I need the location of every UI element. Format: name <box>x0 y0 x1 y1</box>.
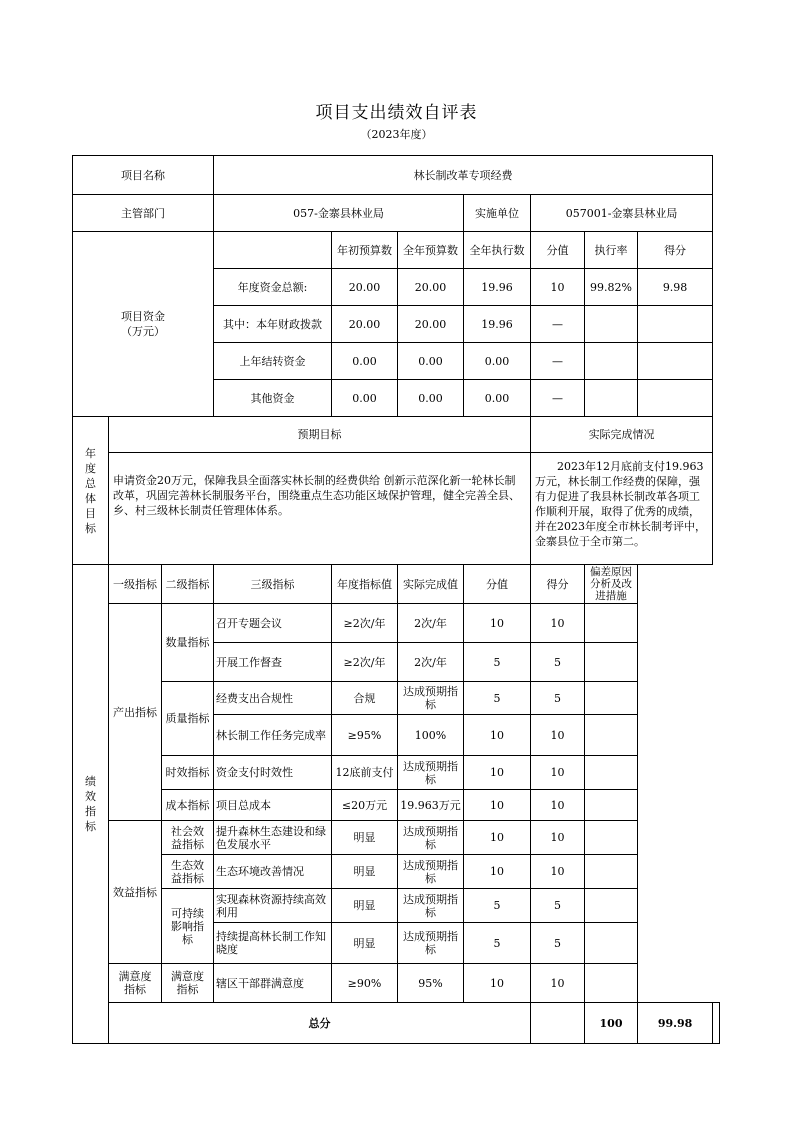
actual-goal-text: 2023年12月底前支付19.963万元，林长制工作经费的保障，强有力促进了我县林长制改革各项工作顺利开展，取得了优秀的成绩，并在2023年度全市林长制考评中，金寨县位于全市第二。 <box>531 453 713 565</box>
dept-value: 057-金寨县林业局 <box>214 195 464 232</box>
funds-header: 年初预算数 <box>332 232 398 269</box>
funds-header: 全年预算数 <box>398 232 464 269</box>
expected-goal-header: 预期目标 <box>109 417 531 453</box>
funds-score <box>638 343 713 380</box>
funds-annual: 20.00 <box>398 306 464 343</box>
indicator-value: 10 <box>464 756 531 790</box>
indicator-name: 辖区干部群满意度 <box>214 964 332 1003</box>
indicator-name: 召开专题会议 <box>214 604 332 643</box>
indicator-row <box>73 756 720 790</box>
funds-initial: 20.00 <box>332 269 398 306</box>
funds-header-row <box>73 232 720 269</box>
dept-label: 主管部门 <box>73 195 214 232</box>
goals-header-row <box>73 417 720 453</box>
funds-header: 分值 <box>531 232 585 269</box>
indicators-label: 绩效指标 <box>73 565 109 1044</box>
indicator-deviation <box>585 790 638 821</box>
goals-content-row <box>73 453 720 565</box>
indicator-deviation <box>585 855 638 889</box>
indicator-header: 偏差原因分析及改进措施 <box>585 565 638 604</box>
indicator-value: 10 <box>464 855 531 889</box>
unit-label: 实施单位 <box>464 195 531 232</box>
indicator-name: 经费支出合规性 <box>214 682 332 715</box>
project-name-row <box>73 156 720 195</box>
funds-score-value: 10 <box>531 269 585 306</box>
level2-sustainable: 可持续影响指标 <box>162 889 214 964</box>
indicator-header: 三级指标 <box>214 565 332 604</box>
level1-benefit: 效益指标 <box>109 821 162 964</box>
indicator-value: 5 <box>464 889 531 923</box>
funds-rate: 99.82% <box>585 269 638 306</box>
indicator-actual: 19.963万元 <box>398 790 464 821</box>
indicator-row <box>73 855 720 889</box>
indicator-header: 得分 <box>531 565 585 604</box>
funds-score-value: — <box>531 343 585 380</box>
level2-timeliness: 时效指标 <box>162 756 214 790</box>
indicator-score: 10 <box>531 964 585 1003</box>
indicator-name: 生态环境改善情况 <box>214 855 332 889</box>
indicator-score: 10 <box>531 604 585 643</box>
indicator-name: 资金支付时效性 <box>214 756 332 790</box>
indicator-header: 年度指标值 <box>332 565 398 604</box>
funds-header: 全年执行数 <box>464 232 531 269</box>
indicator-target: ≥2次/年 <box>332 604 398 643</box>
funds-score-value: — <box>531 380 585 417</box>
expected-goal-text: 申请资金20万元，保障我县全面落实林长制的经费供给 创新示范深化新一轮林长制改革，巩固完善林长制服务平台，围绕重点生态功能区域保护管理，健全完善全县、乡、村三级林长制责任管理体体系。 <box>109 453 531 565</box>
indicator-score: 10 <box>531 790 585 821</box>
indicator-name: 实现森林资源持续高效利用 <box>214 889 332 923</box>
level2-quantity: 数量指标 <box>162 604 214 682</box>
funds-annual: 0.00 <box>398 380 464 417</box>
total-value: 100 <box>585 1003 638 1044</box>
indicator-target: ≥90% <box>332 964 398 1003</box>
indicator-value: 10 <box>464 821 531 855</box>
indicator-header: 二级指标 <box>162 565 214 604</box>
funds-executed: 19.96 <box>464 306 531 343</box>
indicator-deviation <box>585 964 638 1003</box>
funds-header: 执行率 <box>585 232 638 269</box>
indicator-row <box>73 682 720 715</box>
evaluation-table <box>72 155 720 1044</box>
indicator-score: 5 <box>531 643 585 682</box>
indicator-actual: 达成预期指标 <box>398 821 464 855</box>
project-name-value: 林长制改革专项经费 <box>214 156 713 195</box>
indicator-deviation <box>585 889 638 923</box>
indicator-target: ≥95% <box>332 715 398 756</box>
indicator-score: 10 <box>531 855 585 889</box>
project-name-label: 项目名称 <box>73 156 214 195</box>
funds-score: 9.98 <box>638 269 713 306</box>
level1-output: 产出指标 <box>109 604 162 821</box>
indicator-name: 开展工作督查 <box>214 643 332 682</box>
indicator-actual: 95% <box>398 964 464 1003</box>
funds-rate <box>585 343 638 380</box>
indicator-score: 5 <box>531 682 585 715</box>
total-score: 99.98 <box>638 1003 713 1044</box>
indicator-target: 明显 <box>332 855 398 889</box>
total-label: 总分 <box>109 1003 531 1044</box>
funds-initial: 20.00 <box>332 306 398 343</box>
department-row <box>73 195 720 232</box>
indicator-actual: 达成预期指标 <box>398 756 464 790</box>
funds-executed: 19.96 <box>464 269 531 306</box>
indicator-value: 10 <box>464 715 531 756</box>
level2-cost: 成本指标 <box>162 790 214 821</box>
indicator-score: 5 <box>531 889 585 923</box>
indicator-actual: 达成预期指标 <box>398 682 464 715</box>
indicator-deviation <box>585 715 638 756</box>
funds-row-label: 年度资金总额: <box>214 269 332 306</box>
funds-executed: 0.00 <box>464 380 531 417</box>
funds-annual: 0.00 <box>398 343 464 380</box>
funds-rate <box>585 306 638 343</box>
indicator-deviation <box>585 923 638 964</box>
indicator-deviation <box>585 756 638 790</box>
indicator-actual: 达成预期指标 <box>398 855 464 889</box>
indicator-score: 5 <box>531 923 585 964</box>
indicator-target: 明显 <box>332 923 398 964</box>
funds-initial: 0.00 <box>332 380 398 417</box>
goals-label: 年度总体目标 <box>73 417 109 565</box>
funds-header: 得分 <box>638 232 713 269</box>
indicator-header: 实际完成值 <box>398 565 464 604</box>
level2-ecological: 生态效益指标 <box>162 855 214 889</box>
funds-rate <box>585 380 638 417</box>
level2-social: 社会效益指标 <box>162 821 214 855</box>
total-blank <box>531 1003 585 1044</box>
indicator-target: ≤20万元 <box>332 790 398 821</box>
indicator-value: 10 <box>464 790 531 821</box>
indicator-name: 提升森林生态建设和绿色发展水平 <box>214 821 332 855</box>
indicator-deviation <box>585 682 638 715</box>
indicator-row <box>73 964 720 1003</box>
level1-satisfaction: 满意度指标 <box>109 964 162 1003</box>
indicator-header: 分值 <box>464 565 531 604</box>
indicator-row <box>73 889 720 923</box>
indicator-target: 明显 <box>332 821 398 855</box>
indicator-name: 持续提高林长制工作知晓度 <box>214 923 332 964</box>
indicator-target: 明显 <box>332 889 398 923</box>
actual-goal-header: 实际完成情况 <box>531 417 713 453</box>
funds-initial: 0.00 <box>332 343 398 380</box>
report-year: （2023年度） <box>360 128 433 141</box>
funds-row-label: 上年结转资金 <box>214 343 332 380</box>
level2-quality: 质量指标 <box>162 682 214 756</box>
indicator-target: ≥2次/年 <box>332 643 398 682</box>
indicator-target: 12底前支付 <box>332 756 398 790</box>
indicator-actual: 100% <box>398 715 464 756</box>
funds-executed: 0.00 <box>464 343 531 380</box>
unit-value: 057001-金寨县林业局 <box>531 195 713 232</box>
indicator-score: 10 <box>531 821 585 855</box>
indicator-name: 林长制工作任务完成率 <box>214 715 332 756</box>
indicator-header-row <box>73 565 720 604</box>
level2-satisfaction: 满意度指标 <box>162 964 214 1003</box>
indicator-deviation <box>585 604 638 643</box>
indicator-row <box>73 790 720 821</box>
indicator-value: 10 <box>464 604 531 643</box>
indicator-value: 5 <box>464 923 531 964</box>
indicator-header: 一级指标 <box>109 565 162 604</box>
indicator-score: 10 <box>531 715 585 756</box>
funds-score <box>638 306 713 343</box>
indicator-actual: 达成预期指标 <box>398 923 464 964</box>
indicator-value: 5 <box>464 682 531 715</box>
indicator-actual: 达成预期指标 <box>398 889 464 923</box>
indicator-value: 5 <box>464 643 531 682</box>
indicator-actual: 2次/年 <box>398 643 464 682</box>
indicator-target: 合规 <box>332 682 398 715</box>
indicator-name: 项目总成本 <box>214 790 332 821</box>
indicator-deviation <box>585 643 638 682</box>
funds-label: 项目资金（万元） <box>73 232 214 417</box>
total-row <box>73 1003 720 1044</box>
total-deviation <box>713 1003 720 1044</box>
funds-score <box>638 380 713 417</box>
indicator-value: 10 <box>464 964 531 1003</box>
indicator-score: 10 <box>531 756 585 790</box>
indicator-row <box>73 604 720 643</box>
funds-score-value: — <box>531 306 585 343</box>
indicator-deviation <box>585 821 638 855</box>
indicator-row <box>73 821 720 855</box>
indicator-actual: 2次/年 <box>398 604 464 643</box>
funds-annual: 20.00 <box>398 269 464 306</box>
funds-header-blank <box>214 232 332 269</box>
page-title: 项目支出绩效自评表 <box>315 103 478 123</box>
funds-row-label: 其中：本年财政拨款 <box>214 306 332 343</box>
funds-row-label: 其他资金 <box>214 380 332 417</box>
